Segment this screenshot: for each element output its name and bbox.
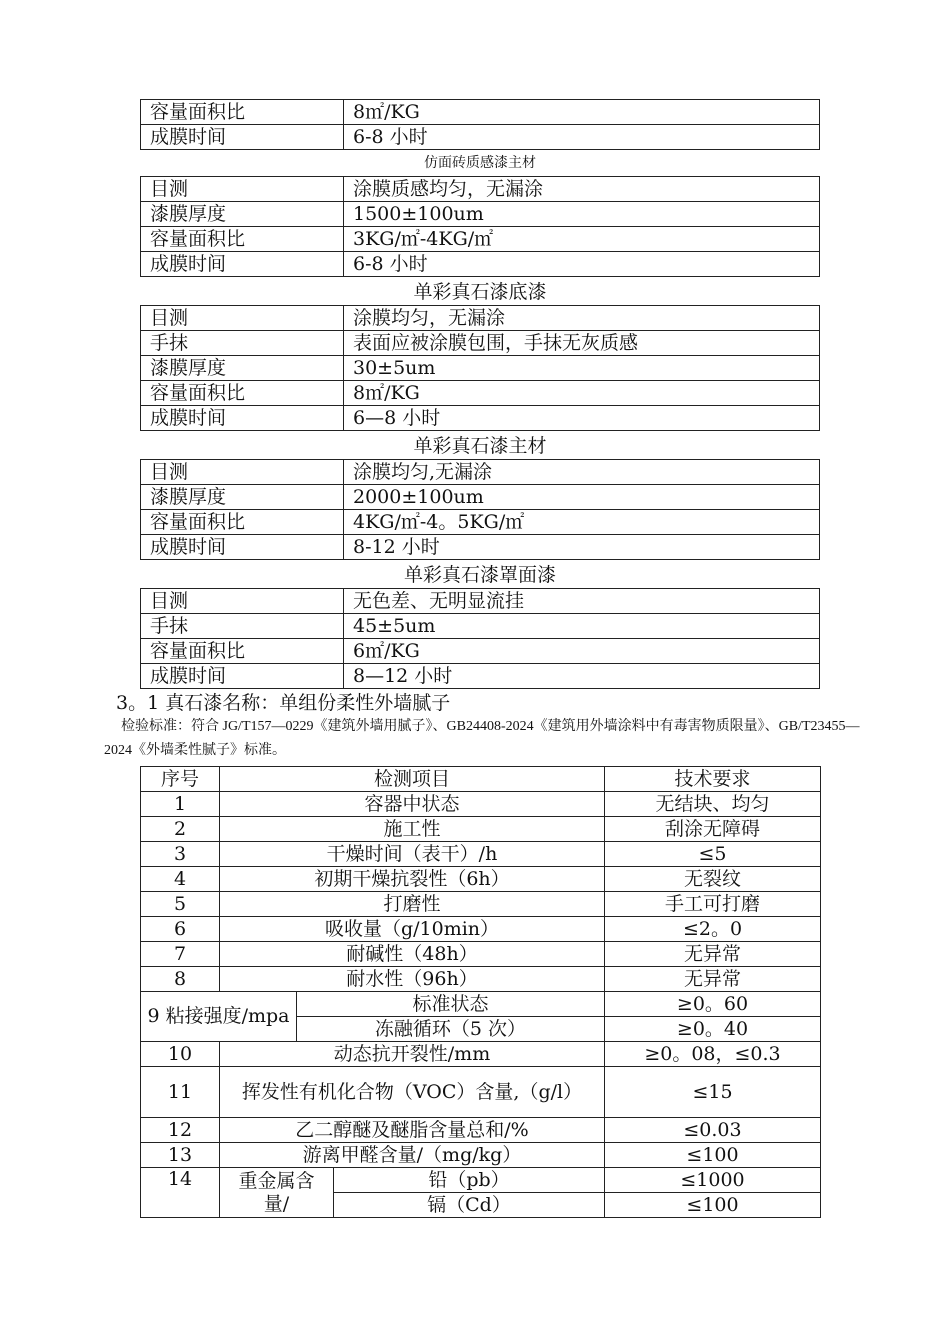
row-label: 容量面积比 <box>141 100 344 125</box>
row-label: 成膜时间 <box>141 664 344 689</box>
row-label: 漆膜厚度 <box>141 202 344 227</box>
row-item: 施工性 <box>220 817 605 842</box>
row-item: 标准状态 <box>297 992 605 1017</box>
table-row <box>141 381 820 406</box>
table-row <box>141 227 820 252</box>
table-row <box>141 535 820 560</box>
row-label: 目测 <box>141 589 344 614</box>
row-item: 乙二醇醚及醚脂含量总和/% <box>220 1118 605 1143</box>
row-label: 手抹 <box>141 331 344 356</box>
table-row <box>141 510 820 535</box>
table-row <box>141 917 821 942</box>
row-no: 5 <box>141 892 220 917</box>
row-label: 成膜时间 <box>141 535 344 560</box>
table-caption: 单彩真石漆罩面漆 <box>403 564 556 586</box>
row-value: 涂膜均匀，无漏涂 <box>344 306 820 331</box>
row-value: 表面应被涂膜包围，手抹无灰质感 <box>344 331 820 356</box>
header-requirement: 技术要求 <box>605 767 821 792</box>
table-row <box>141 406 820 431</box>
row-item: 耐碱性（48h） <box>220 942 605 967</box>
spec-table-top <box>140 99 820 150</box>
table-row <box>141 892 821 917</box>
row-value: 6㎡/KG <box>344 639 820 664</box>
row-value: 8㎡/KG <box>344 100 820 125</box>
row-no: 10 <box>141 1042 220 1067</box>
row-label: 成膜时间 <box>141 125 344 150</box>
row-requirement: 无异常 <box>605 942 821 967</box>
row-value: 8㎡/KG <box>344 381 820 406</box>
row-label: 目测 <box>141 460 344 485</box>
row-no: 14 <box>141 1168 220 1218</box>
table-row <box>141 992 821 1017</box>
table-header-row <box>141 767 821 792</box>
row-item: 干燥时间（表干）/h <box>220 842 605 867</box>
row-requirement: ≤100 <box>605 1143 821 1168</box>
row-requirement: ≥0。40 <box>605 1017 821 1042</box>
header-no: 序号 <box>141 767 220 792</box>
table-row <box>141 1042 821 1067</box>
row-no: 3 <box>141 842 220 867</box>
row-requirement: ≤100 <box>605 1193 821 1218</box>
row-no: 4 <box>141 867 220 892</box>
row-value: 涂膜质感均匀，无漏涂 <box>344 177 820 202</box>
table-caption: 仿面砖质感漆主材 <box>424 155 536 171</box>
row-label: 容量面积比 <box>141 639 344 664</box>
table-row <box>141 485 820 510</box>
row-value: 30±5um <box>344 356 820 381</box>
row-item: 初期干燥抗裂性（6h） <box>220 867 605 892</box>
row-label: 容量面积比 <box>141 510 344 535</box>
table-row <box>141 1143 821 1168</box>
row-requirement: 手工可打磨 <box>605 892 821 917</box>
row-no: 13 <box>141 1143 220 1168</box>
row-value: 3KG/㎡-4KG/㎡ <box>344 227 820 252</box>
table-row <box>141 942 821 967</box>
table-row <box>141 356 820 381</box>
row-value: 8-12 小时 <box>344 535 820 560</box>
row-item: 容器中状态 <box>220 792 605 817</box>
table-row <box>141 306 820 331</box>
table-caption: 单彩真石漆底漆 <box>413 281 547 303</box>
row-item: 镉（Cd） <box>334 1193 605 1218</box>
row-label: 成膜时间 <box>141 252 344 277</box>
table-row <box>141 1118 821 1143</box>
table-row <box>141 967 821 992</box>
table-caption: 单彩真石漆主材 <box>413 435 547 457</box>
table-row <box>141 177 820 202</box>
row-no: 1 <box>141 792 220 817</box>
row-requirement: ≤0.03 <box>605 1118 821 1143</box>
row-item: 铅（pb） <box>334 1168 605 1193</box>
row-no: 12 <box>141 1118 220 1143</box>
row-no: 7 <box>141 942 220 967</box>
table-row <box>141 100 820 125</box>
table-row <box>141 867 821 892</box>
spec-table-main-material <box>140 459 820 560</box>
row-value: 6—8 小时 <box>344 406 820 431</box>
row-value: 6-8 小时 <box>344 125 820 150</box>
row-requirement: ≤2。0 <box>605 917 821 942</box>
row-value: 1500±100um <box>344 202 820 227</box>
spec-table-primer <box>140 305 820 431</box>
table-row <box>141 589 820 614</box>
adhesion-strength-label: 9 粘接强度/mpa <box>141 992 297 1042</box>
row-label: 成膜时间 <box>141 406 344 431</box>
row-no: 8 <box>141 967 220 992</box>
row-value: 8—12 小时 <box>344 664 820 689</box>
table-row <box>141 202 820 227</box>
row-label: 目测 <box>141 306 344 331</box>
row-requirement: 无异常 <box>605 967 821 992</box>
row-value: 2000±100um <box>344 485 820 510</box>
row-label: 容量面积比 <box>141 381 344 406</box>
row-label: 漆膜厚度 <box>141 356 344 381</box>
row-item: 冻融循环（5 次） <box>297 1017 605 1042</box>
header-item: 检测项目 <box>220 767 605 792</box>
table-row <box>141 331 820 356</box>
table-row <box>141 664 820 689</box>
row-requirement: 无结块、均匀 <box>605 792 821 817</box>
row-item: 游离甲醛含量/（mg/kg） <box>220 1143 605 1168</box>
spec-table-overcoat <box>140 588 820 689</box>
table-row <box>141 817 821 842</box>
row-item: 打磨性 <box>220 892 605 917</box>
table-row <box>141 639 820 664</box>
row-no: 6 <box>141 917 220 942</box>
row-label: 漆膜厚度 <box>141 485 344 510</box>
table-row <box>141 1067 821 1118</box>
table-row <box>141 842 821 867</box>
row-label: 容量面积比 <box>141 227 344 252</box>
putty-spec-table <box>140 766 821 1218</box>
row-requirement: ≥0。60 <box>605 992 821 1017</box>
row-item: 耐水性（96h） <box>220 967 605 992</box>
table-row <box>141 1168 821 1193</box>
row-item: 动态抗开裂性/mm <box>220 1042 605 1067</box>
row-value: 无色差、无明显流挂 <box>344 589 820 614</box>
section-heading: 3。1 真石漆名称：单组份柔性外墙腻子 <box>116 692 451 714</box>
row-value: 4KG/㎡-4。5KG/㎡ <box>344 510 820 535</box>
row-no: 2 <box>141 817 220 842</box>
row-no: 11 <box>141 1067 220 1118</box>
row-item: 挥发性有机化合物（VOC）含量,（g/l） <box>220 1067 605 1118</box>
table-row <box>141 792 821 817</box>
row-requirement: ≤1000 <box>605 1168 821 1193</box>
row-item: 吸收量（g/10min） <box>220 917 605 942</box>
table-row <box>141 614 820 639</box>
row-value: 6-8 小时 <box>344 252 820 277</box>
row-requirement: ≤5 <box>605 842 821 867</box>
row-value: 45±5um <box>344 614 820 639</box>
table-row <box>141 460 820 485</box>
row-requirement: ≤15 <box>605 1067 821 1118</box>
row-requirement: ≥0。08，≤0.3 <box>605 1042 821 1067</box>
spec-table-tile-topcoat <box>140 176 820 277</box>
heavy-metal-label: 重金属含量/ <box>220 1168 334 1218</box>
table-row <box>141 252 820 277</box>
table-row <box>141 125 820 150</box>
row-label: 手抹 <box>141 614 344 639</box>
row-requirement: 刮涂无障碍 <box>605 817 821 842</box>
row-value: 涂膜均匀,无漏涂 <box>344 460 820 485</box>
row-label: 目测 <box>141 177 344 202</box>
row-requirement: 无裂纹 <box>605 867 821 892</box>
inspection-standard: 检验标准：符合 JG/T157—0229《建筑外墙用腻子》、GB24408-2024《建筑用外墙涂料中有毒害物质限量》、GB/T23455—2024《外墙柔性腻子》标准。 <box>104 719 860 758</box>
